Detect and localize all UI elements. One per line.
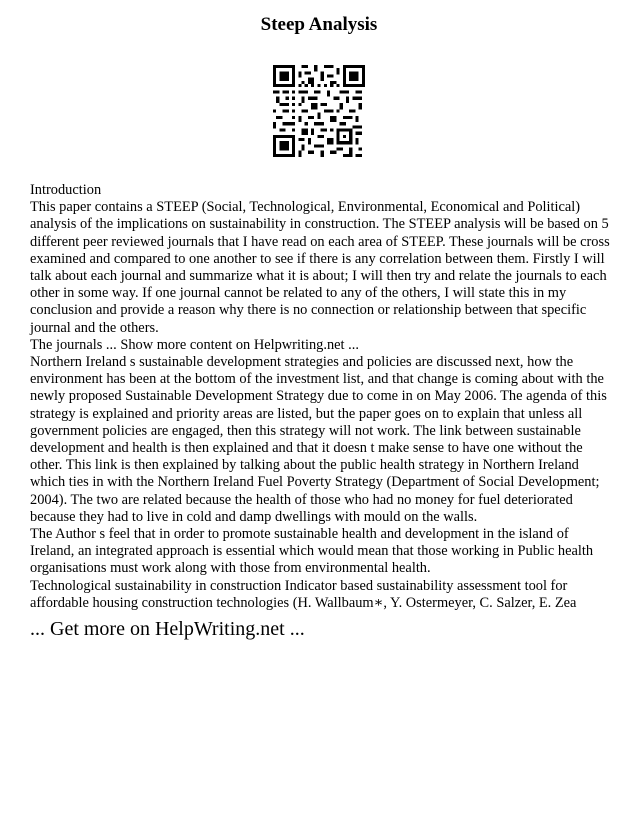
- qr-code-image: [273, 65, 365, 157]
- document-body: [30, 182, 615, 612]
- paragraph-intro: This paper contains a STEEP (Social, Technological, Environmental, Economical and Political) analysis of the implications on sustainability in construction. The STEEP analysis will be based on 5 different peer reviewed journals that I have read on each area of STEEP. These journals will be cross examined and compared to one another to see if there is any correlation between them. Firstly I will talk about each journal and summarize what it is about; I will then try and relate the journals to each other in some way. If one journal cannot be related to any of the others, I will state this in my conclusion and provide a reason why there is no connection or relationship between that specific journal and the others.: [30, 199, 610, 336]
- paragraph-authors: The Author s feel that in order to promote sustainable health and development in the island of Ireland, an integrated approach is essential which would mean that those working in Public health organisations must work along with those from environmental health.: [30, 526, 594, 577]
- get-more-link[interactable]: ... Get more on HelpWriting.net ...: [30, 618, 305, 640]
- qr-code: [273, 65, 365, 157]
- show-more-line: The journals ... Show more content on Helpwriting.net ...: [30, 336, 359, 353]
- paragraph-northern-ireland: Northern Ireland s sustainable development strategies and policies are discussed next, how the environment has been at the bottom of the investment list, and that change is coming about with the newly proposed Sustainable Development Strategy due to come in on May 2006. The agenda of this strategy is explained and priority areas are listed, but the paper goes on to explain that unless all government policies are engaged, then this strategy will not work. The link between sustainable development and health is then explained and that it doesn t make sense to have one without the other. This link is then explained by talking about the public health strategy in Northern Ireland which ties in with the Northern Ireland Fuel Poverty Strategy (Department of Social Development; 2004). The two are related because the health of those who had no money for fuel deteriorated because they had to live in cold and damp dwellings with mould on the walls.: [30, 354, 607, 525]
- paragraph-technological: Technological sustainability in construction Indicator based sustainability assessment tool for affordable housing construction technologies (H. Wallbaum∗, Y. Ostermeyer, C. Salzer, E. Zea: [30, 577, 577, 611]
- page-title: Steep Analysis: [260, 14, 378, 35]
- section-heading-introduction: Introduction: [30, 182, 102, 198]
